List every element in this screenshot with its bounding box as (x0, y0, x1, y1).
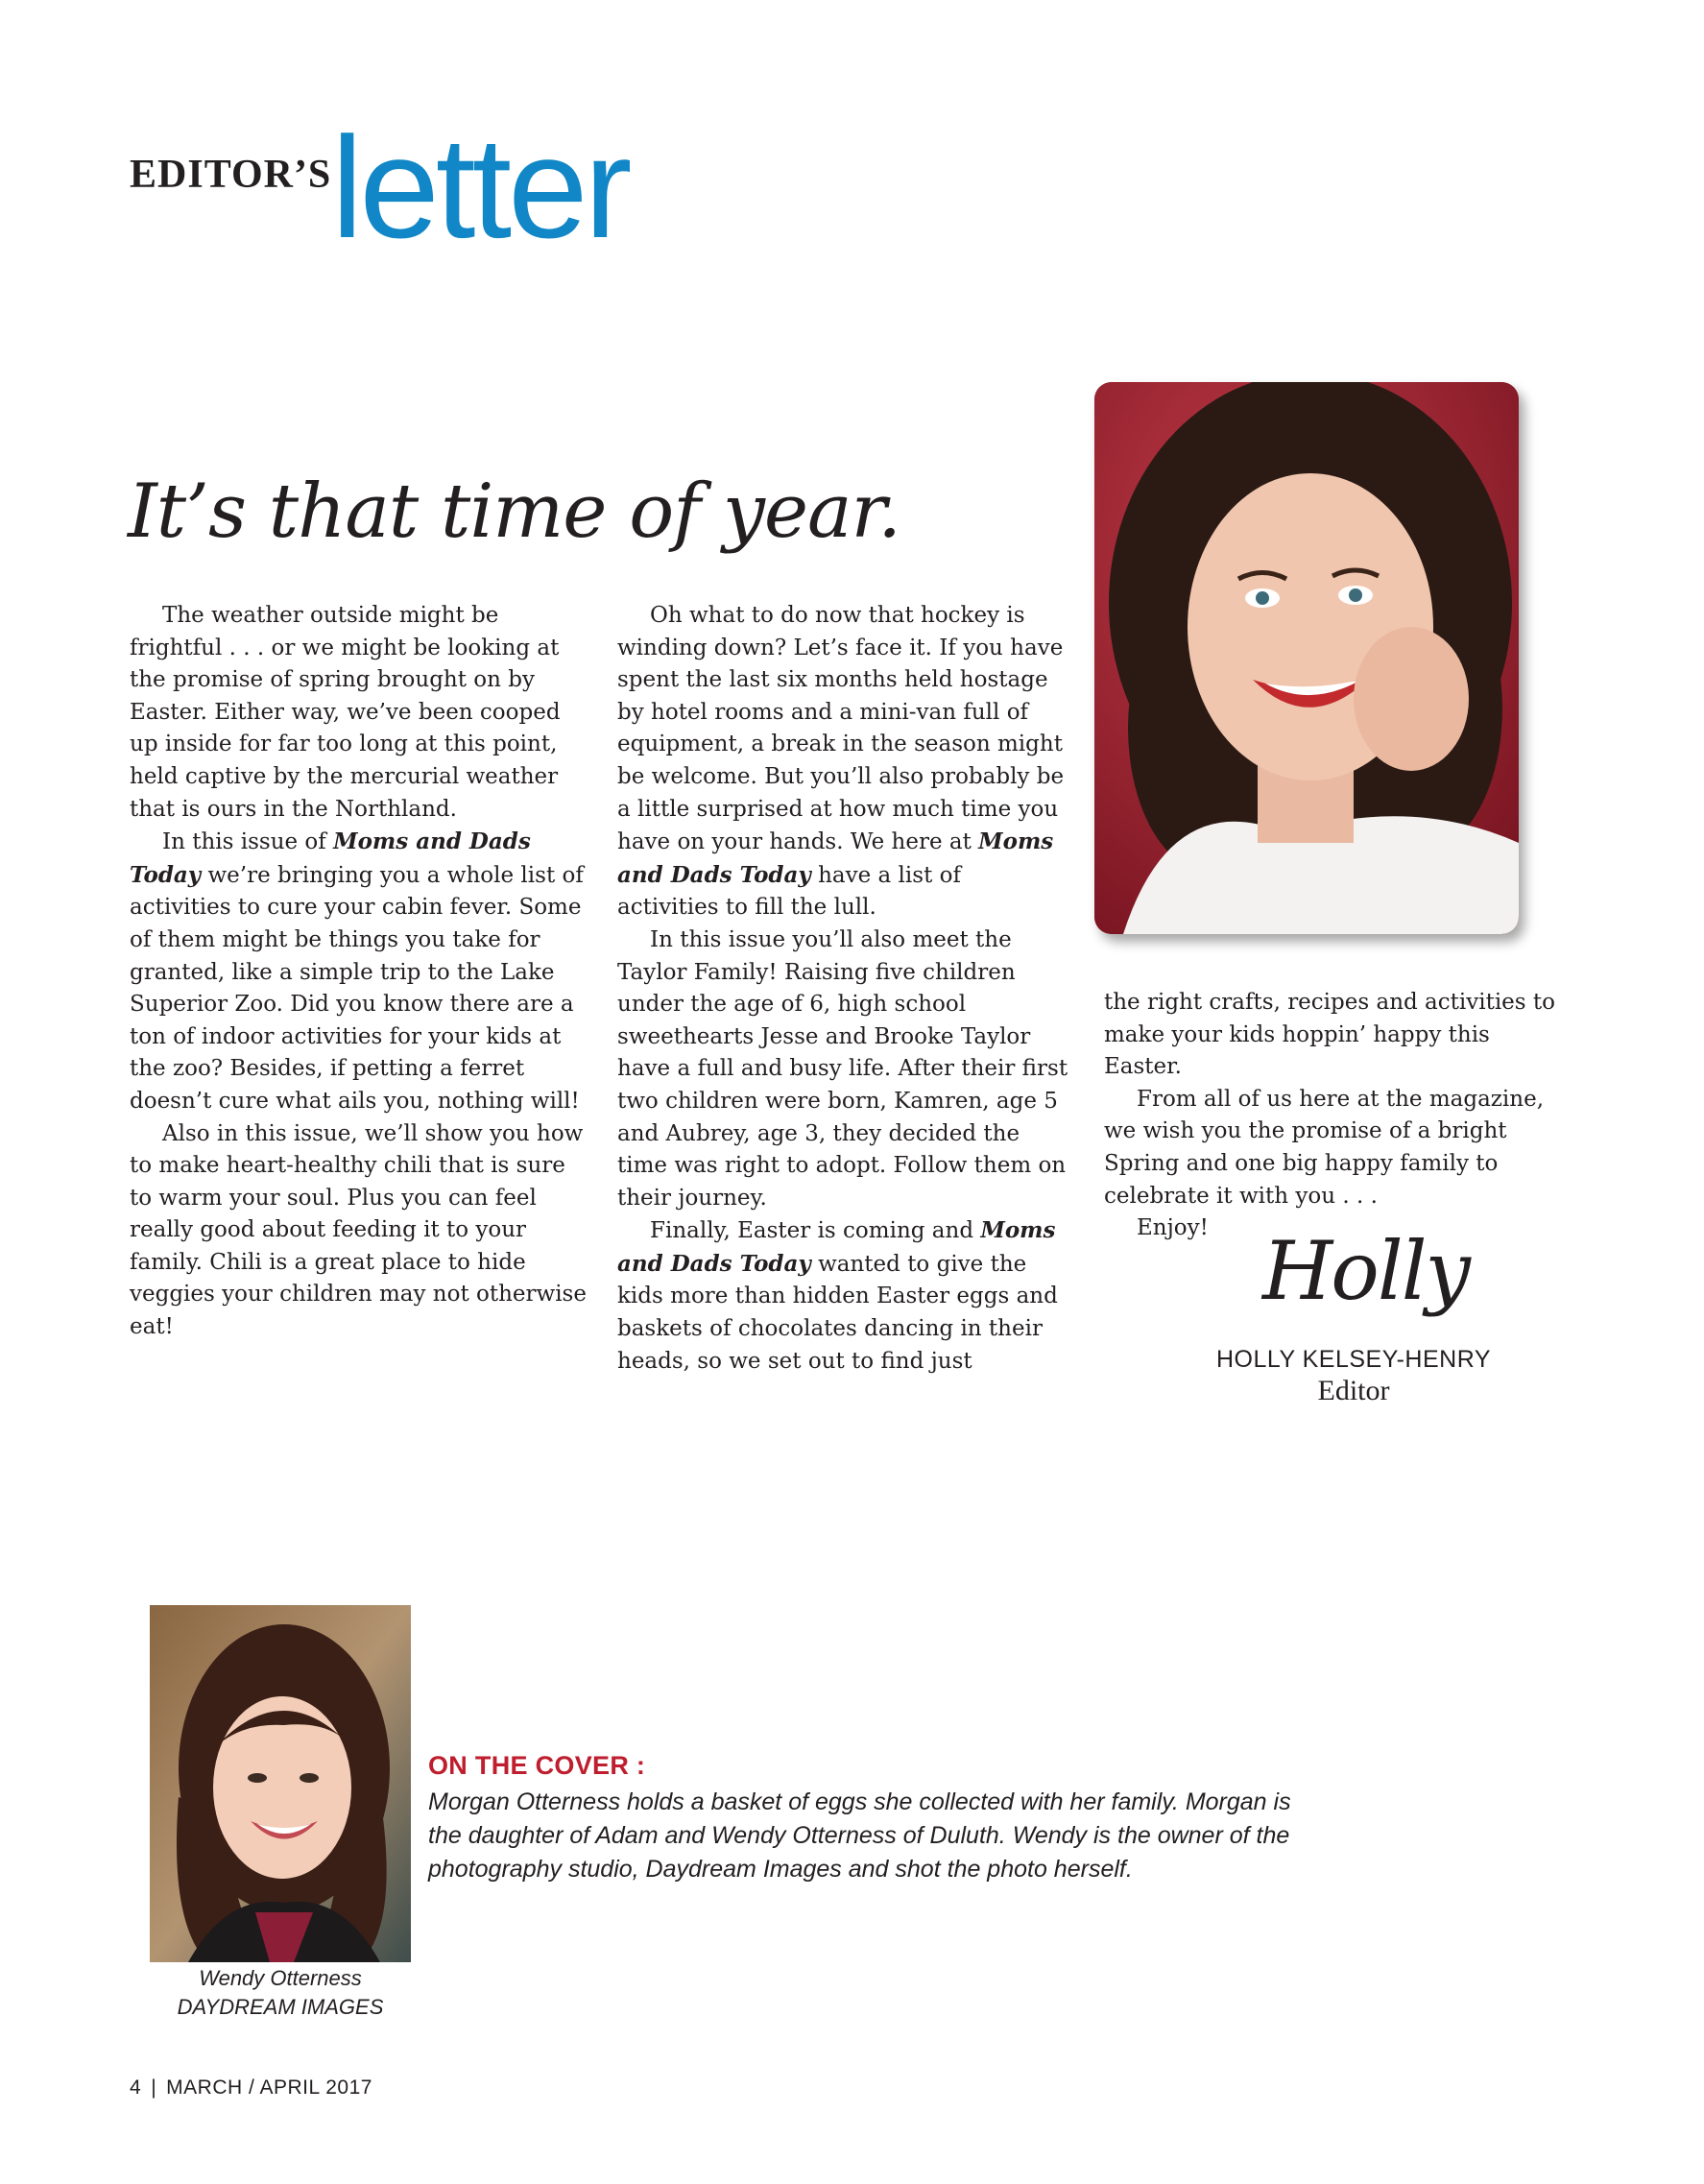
section-label-editors: EDITOR’S (130, 153, 332, 197)
magazine-title: Moms and Dads Today (130, 828, 531, 888)
article-column-3 (1104, 987, 1570, 1245)
paragraph: Enjoy! (1137, 1215, 1209, 1241)
editor-signature: Holly (1262, 1224, 1470, 1318)
paragraph (617, 600, 1068, 924)
editor-portrait-illustration (1094, 382, 1519, 934)
headline: It’s that time of year. (128, 468, 901, 555)
photographer-photo (150, 1605, 411, 1962)
article-column-1 (130, 600, 590, 1344)
page-footer (130, 2076, 372, 2100)
paragraph: the right crafts, recipes and activities to make your kids hoppin’ happy this Easter. (1104, 990, 1555, 1080)
cover-description: Morgan Otterness holds a basket of eggs she collected with her family. Morgan is the daughter of Adam and Wendy Otterness of Duluth. Wendy is the owner of the photography studio, Daydream Images and shot the photo herself. (428, 1788, 1291, 1883)
text-run: we’re bringing you a whole list of activities to cure your cabin fever. Some of them might be things you take for granted, like a simple trip to the Lake Superior Zoo. Did you know there are a ton of indoor activities for your kids at the zoo? Besides, if petting a ferret doesn’t cure what ails you, nothing will! (130, 862, 584, 1114)
paragraph (617, 1214, 1068, 1378)
photo-credit (150, 1964, 411, 2022)
text-run: Oh what to do now that hockey is winding down? Let’s face it. If you have spent the last six months held hostage by hotel rooms and a mini-van full of equipment, a break in the season might be welcome. But you’ll also probably be a little surprised at how much time you have on your hands. We here at (617, 603, 1065, 855)
text-run: In this issue of (162, 829, 334, 855)
text-run: Finally, Easter is coming and (650, 1218, 981, 1244)
issue-date: MARCH / APRIL 2017 (166, 2076, 372, 2099)
credit-studio: DAYDREAM IMAGES (177, 1995, 384, 2019)
editor-role: Editor (1317, 1375, 1390, 1406)
photographer-portrait-illustration (150, 1605, 411, 1962)
section-label-letter: letter (331, 107, 629, 268)
paragraph: In this issue you’ll also meet the Taylor Family! Raising five children under the age of 6, high school sweethearts Jesse and Brooke Taylor have a full and busy life. After their first two children were born, Kamren, age 5 and Aubrey, age 3, they decided the time was right to adopt. Follow them on their journey. (617, 926, 1068, 1211)
footer-separator: | (151, 2076, 157, 2099)
page-number: 4 (130, 2076, 142, 2099)
editor-photo (1094, 382, 1519, 934)
paragraph: Also in this issue, we’ll show you how to make heart-healthy chili that is sure to warm your soul. Plus you can feel really good about feeding it to your family. Chili is a great place to hide veggies your children may not otherwise eat! (130, 1120, 587, 1340)
editor-name: HOLLY KELSEY-HENRY (1216, 1346, 1491, 1373)
text-run: wanted to give the kids more than hidden Easter eggs and baskets of chocolates dancing in their heads, so we set out to find just (617, 1251, 1058, 1374)
paragraph (130, 826, 590, 1117)
magazine-title: Moms and Dads Today (617, 1217, 1056, 1277)
magazine-title: Moms and Dads Today (617, 828, 1054, 888)
text-run: have a list of activities to fill the lull. (617, 862, 961, 921)
paragraph: From all of us here at the magazine, we wish you the promise of a bright Spring and one big happy family to celebrate it with you . . . (1104, 1086, 1545, 1209)
paragraph: The weather outside might be frightful . . . or we might be looking at the promise of spring brought on by Easter. Either way, we’ve been cooped up inside for far too long at this point, held captive by the mercurial weather that is ours in the Northland. (130, 603, 561, 822)
cover-heading: ON THE COVER : (428, 1751, 646, 1780)
article-column-2 (617, 600, 1068, 1378)
credit-name: Wendy Otterness (199, 1966, 362, 1990)
